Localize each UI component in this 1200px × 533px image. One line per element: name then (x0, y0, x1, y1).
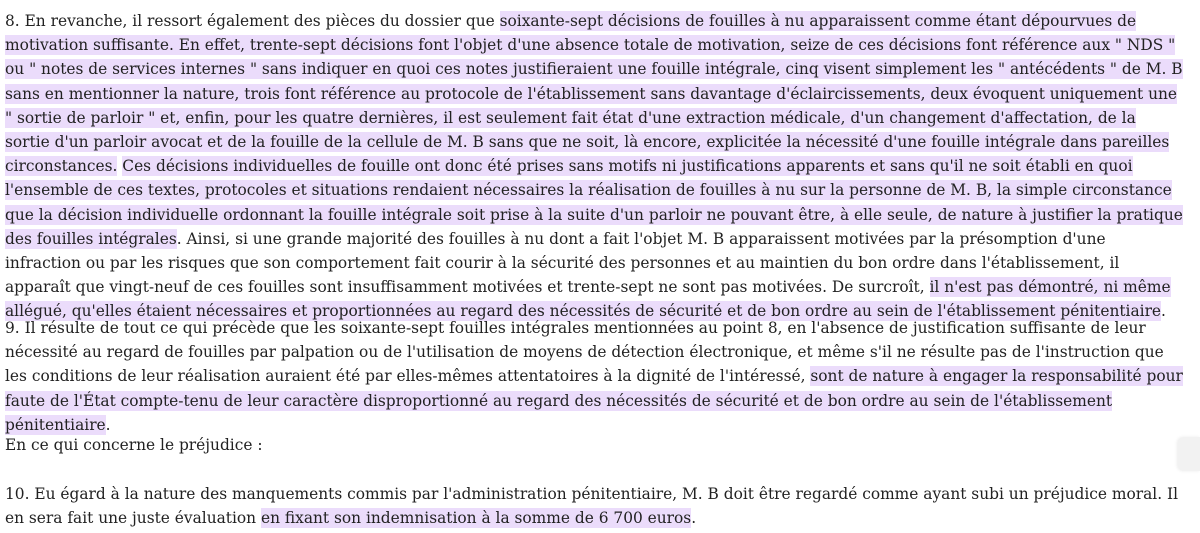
paragraph-9 (5, 316, 1185, 437)
highlighted-text[interactable]: en fixant son indemnisation à la somme de 6 700 euros (260, 509, 692, 528)
text-run: 8. En revanche, il ressort également des pièces du dossier que (5, 12, 500, 30)
text-run: . (105, 415, 111, 434)
paragraph-10 (5, 482, 1185, 530)
side-scroll-tab[interactable] (1178, 437, 1200, 471)
text-run: 9. Il résulte de tout ce qui précède que les soixante-sept fouilles intégrales mentionnées au point 8, en l'absence de justification suffisante de leur nécessité au regard de fouilles par palpation ou de l'utilisation de moyens de détection électronique, et même s'il ne résulte pas de l'instruction que les conditions de leur réalisation auraient été par elles-mêmes attentatoires à la dignité de l'intéressé, (5, 319, 1164, 386)
section-heading: En ce qui concerne le préjudice : (5, 436, 263, 454)
text-run: . (1161, 302, 1166, 321)
text-run: 10. Eu égard à la nature des manquements commis par l'administration pénitentiaire, M. B doit être regardé comme ayant subi un préjudice moral. Il en sera fait une juste évaluation (5, 485, 1179, 528)
text-run: . (691, 509, 697, 528)
highlighted-text[interactable]: soixante-sept décisions de fouilles à nu apparaissent comme étant dépourvues de motivation suffisante. En effet, trente-sept décisions font l'objet d'une absence totale de motivation, seize de ces décisions font référence aux " NDS " ou " notes de services internes " sans indiquer en quoi ces notes justifieraient une fouille intégrale, cinq visent simplement les " antécédents " de M. B sans en mentionner la nature, trois font référence au protocole de l'établissement sans davantage d'éclaircissements, deux évoquent uniquement une " sortie de parloir " et, enfin, pour les quatre dernières, il est seulement fait état d'une extraction médicale, d'un changement d'affectation, de la sortie d'un parloir avocat et de la fouille de la cellule de M. B sans que ne soit, là encore, explicitée la nécessité d'une fouille intégrale dans pareilles circonstances. (5, 12, 1183, 176)
highlighted-text[interactable]: Ces décisions individuelles de fouille ont donc été prises sans motifs ni justifications apparents et sans qu'il ne soit établi en quoi l'ensemble de ces textes, protocoles et situations rendaient nécessaires la réalisation de fouilles à nu sur la personne de M. B, la simple circonstance que la décision individuelle ordonnant la fouille intégrale soit prise à la suite d'un parloir ne pouvant être, à elle seule, de nature à justifier la pratique des fouilles intégrales (5, 157, 1183, 248)
paragraph-8 (5, 9, 1185, 324)
text-run: . Ainsi, si une grande majorité des fouilles à nu dont a fait l'objet M. B apparaissent motivées par la présomption d'une infraction ou par les risques que son comportement fait courir à la sécurité des personnes et au maintien du bon ordre dans l'établissement, il apparaît que vingt-neuf de ces fouilles sont insuffisamment motivées et trente-sept ne sont pas motivées. De surcroît, (5, 229, 1120, 297)
highlighted-text[interactable]: il n'est pas démontré, ni même allégué, qu'elles étaient nécessaires et proportionnées au regard des nécessités de sécurité et de bon ordre au sein de l'établissement pénitentiaire (5, 278, 1171, 321)
highlighted-text[interactable]: sont de nature à engager la responsabilité pour faute de l'État compte-tenu de leur caractère disproportionné au regard des nécessités de sécurité et de bon ordre au sein de l'établissement pénitentiaire (5, 367, 1183, 434)
